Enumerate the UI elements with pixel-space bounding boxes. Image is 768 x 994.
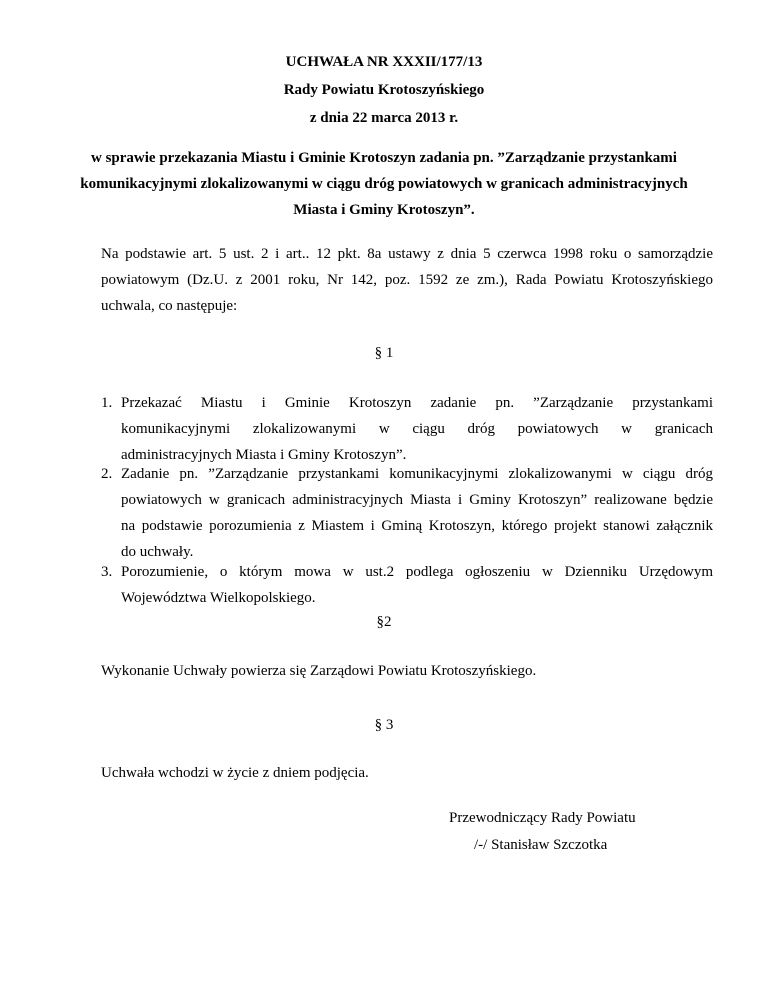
list-item-line: Województwa Wielkopolskiego. xyxy=(121,590,316,606)
list-item-line: komunikacyjnymi zlokalizowanymi w ciągu dróg powiatowych w granicach xyxy=(121,421,713,437)
list-item-line: do uchwały. xyxy=(121,544,194,560)
resolution-date: z dnia 22 marca 2013 r. xyxy=(309,110,459,126)
preamble-line: uchwala, co następuje: xyxy=(101,298,238,314)
section-3-line: Uchwała wchodzi w życie z dniem podjęcia. xyxy=(101,765,369,781)
list-item-line: na podstawie porozumienia z Miastem i Gminą Krotoszyn, którego projekt stanowi załącznik xyxy=(121,518,713,534)
subject-line: Miasta i Gminy Krotoszyn”. xyxy=(293,202,475,218)
section-2-text xyxy=(101,658,713,684)
list-item xyxy=(121,390,713,468)
list-item-number: 2. xyxy=(101,466,113,482)
list-item-number: 1. xyxy=(101,395,113,411)
list-item xyxy=(121,559,713,611)
section-2-heading: §2 xyxy=(376,614,392,630)
section-1-heading: § 1 xyxy=(374,345,394,361)
subject-line: komunikacyjnymi zlokalizowanymi w ciągu dróg powiatowych w granicach administracyjnych xyxy=(80,176,688,192)
resolution-subject xyxy=(60,145,708,223)
list-item-line: Zadanie pn. ”Zarządzanie przystankami komunikacyjnymi zlokalizowanymi w ciągu dróg xyxy=(121,466,713,482)
list-item xyxy=(121,461,713,565)
section-3-heading: § 3 xyxy=(374,717,394,733)
list-item-line: Porozumienie, o którym mowa w ust.2 podlega ogłoszeniu w Dzienniku Urzędowym xyxy=(121,564,713,580)
preamble xyxy=(101,241,713,319)
issuing-body: Rady Powiatu Krotoszyńskiego xyxy=(283,82,485,98)
preamble-line: Na podstawie art. 5 ust. 2 i art.. 12 pkt. 8a ustawy z dnia 5 czerwca 1998 roku o samorządzie xyxy=(101,246,713,262)
list-item-line: administracyjnych Miasta i Gminy Krotoszyn”. xyxy=(121,447,407,463)
signatory-name: /-/ Stanisław Szczotka xyxy=(474,837,608,853)
list-item-line: powiatowych w granicach administracyjnych Miasta i Gminy Krotoszyn” realizowane będzie xyxy=(121,492,713,508)
section-2-line: Wykonanie Uchwały powierza się Zarządowi Powiatu Krotoszyńskiego. xyxy=(101,663,537,679)
section-3-text xyxy=(101,760,713,786)
subject-line: w sprawie przekazania Miastu i Gminie Krotoszyn zadania pn. ”Zarządzanie przystankami xyxy=(91,150,677,166)
list-item-number: 3. xyxy=(101,564,113,580)
list-item-line: Przekazać Miastu i Gminie Krotoszyn zadanie pn. ”Zarządzanie przystankami xyxy=(121,395,713,411)
signatory-role: Przewodniczący Rady Powiatu xyxy=(449,810,636,826)
resolution-title: UCHWAŁA NR XXXII/177/13 xyxy=(285,54,483,70)
preamble-line: powiatowym (Dz.U. z 2001 roku, Nr 142, poz. 1592 ze zm.), Rada Powiatu Krotoszyńskiego xyxy=(101,272,713,288)
